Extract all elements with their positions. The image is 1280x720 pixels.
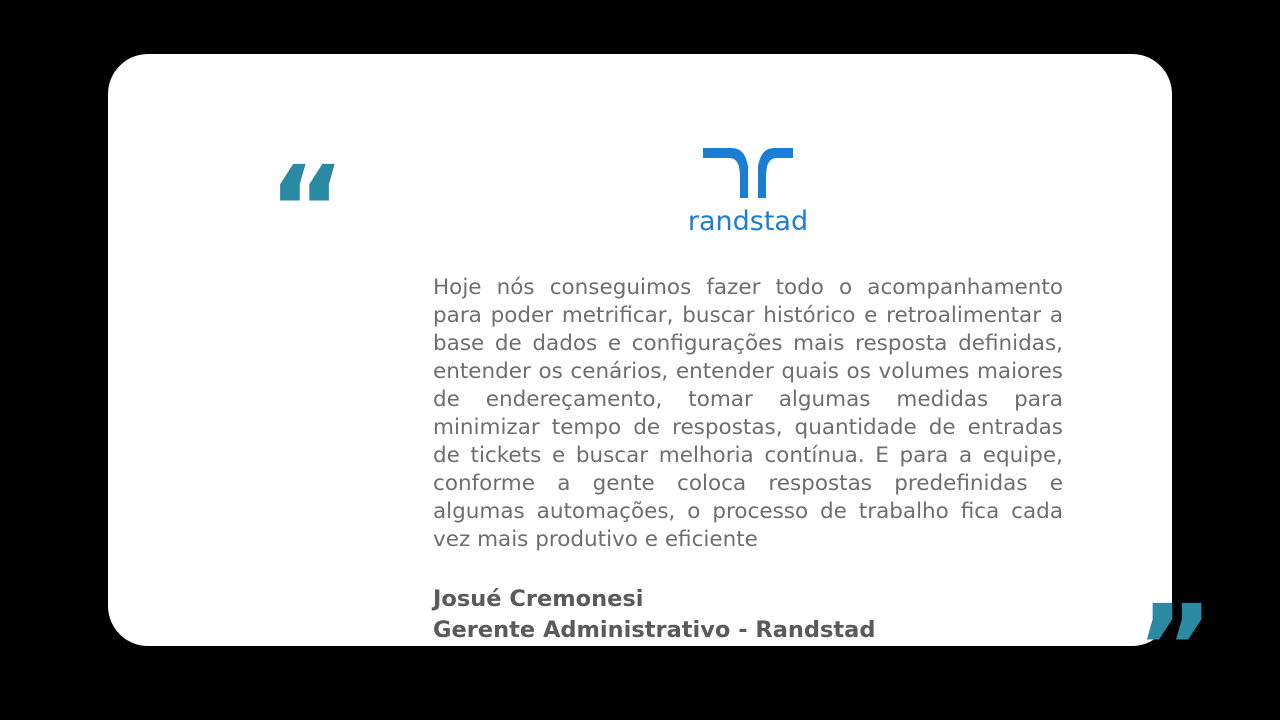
randstad-logo-text: randstad [687,206,809,237]
author-name: Josué Cremonesi [433,586,644,612]
testimonial-text: Hoje nós conseguimos fazer todo o acompanhamento para poder metrificar, buscar histórico e retroalimentar a base de dados e configurações mais resposta definidas, entender os cenários, entender quais os volumes maiores de endereçamento, tomar algumas medidas para minimizar tempo de respostas, quantidade de entradas de tickets e buscar melhoria contínua. E para a equipe, conforme a gente coloca respostas predefinidas e algumas automações, o processo de trabalho fica cada vez mais produtivo e eficiente [433,275,1063,552]
quote-open-icon: “ [268,140,344,278]
author-role: Gerente Administrativo - Randstad [433,617,876,643]
attribution [433,584,1073,646]
randstad-logo-mark [701,144,795,202]
quote-close-icon: ” [1136,579,1212,717]
randstad-logo [668,144,828,237]
testimonial-card [108,54,1212,717]
